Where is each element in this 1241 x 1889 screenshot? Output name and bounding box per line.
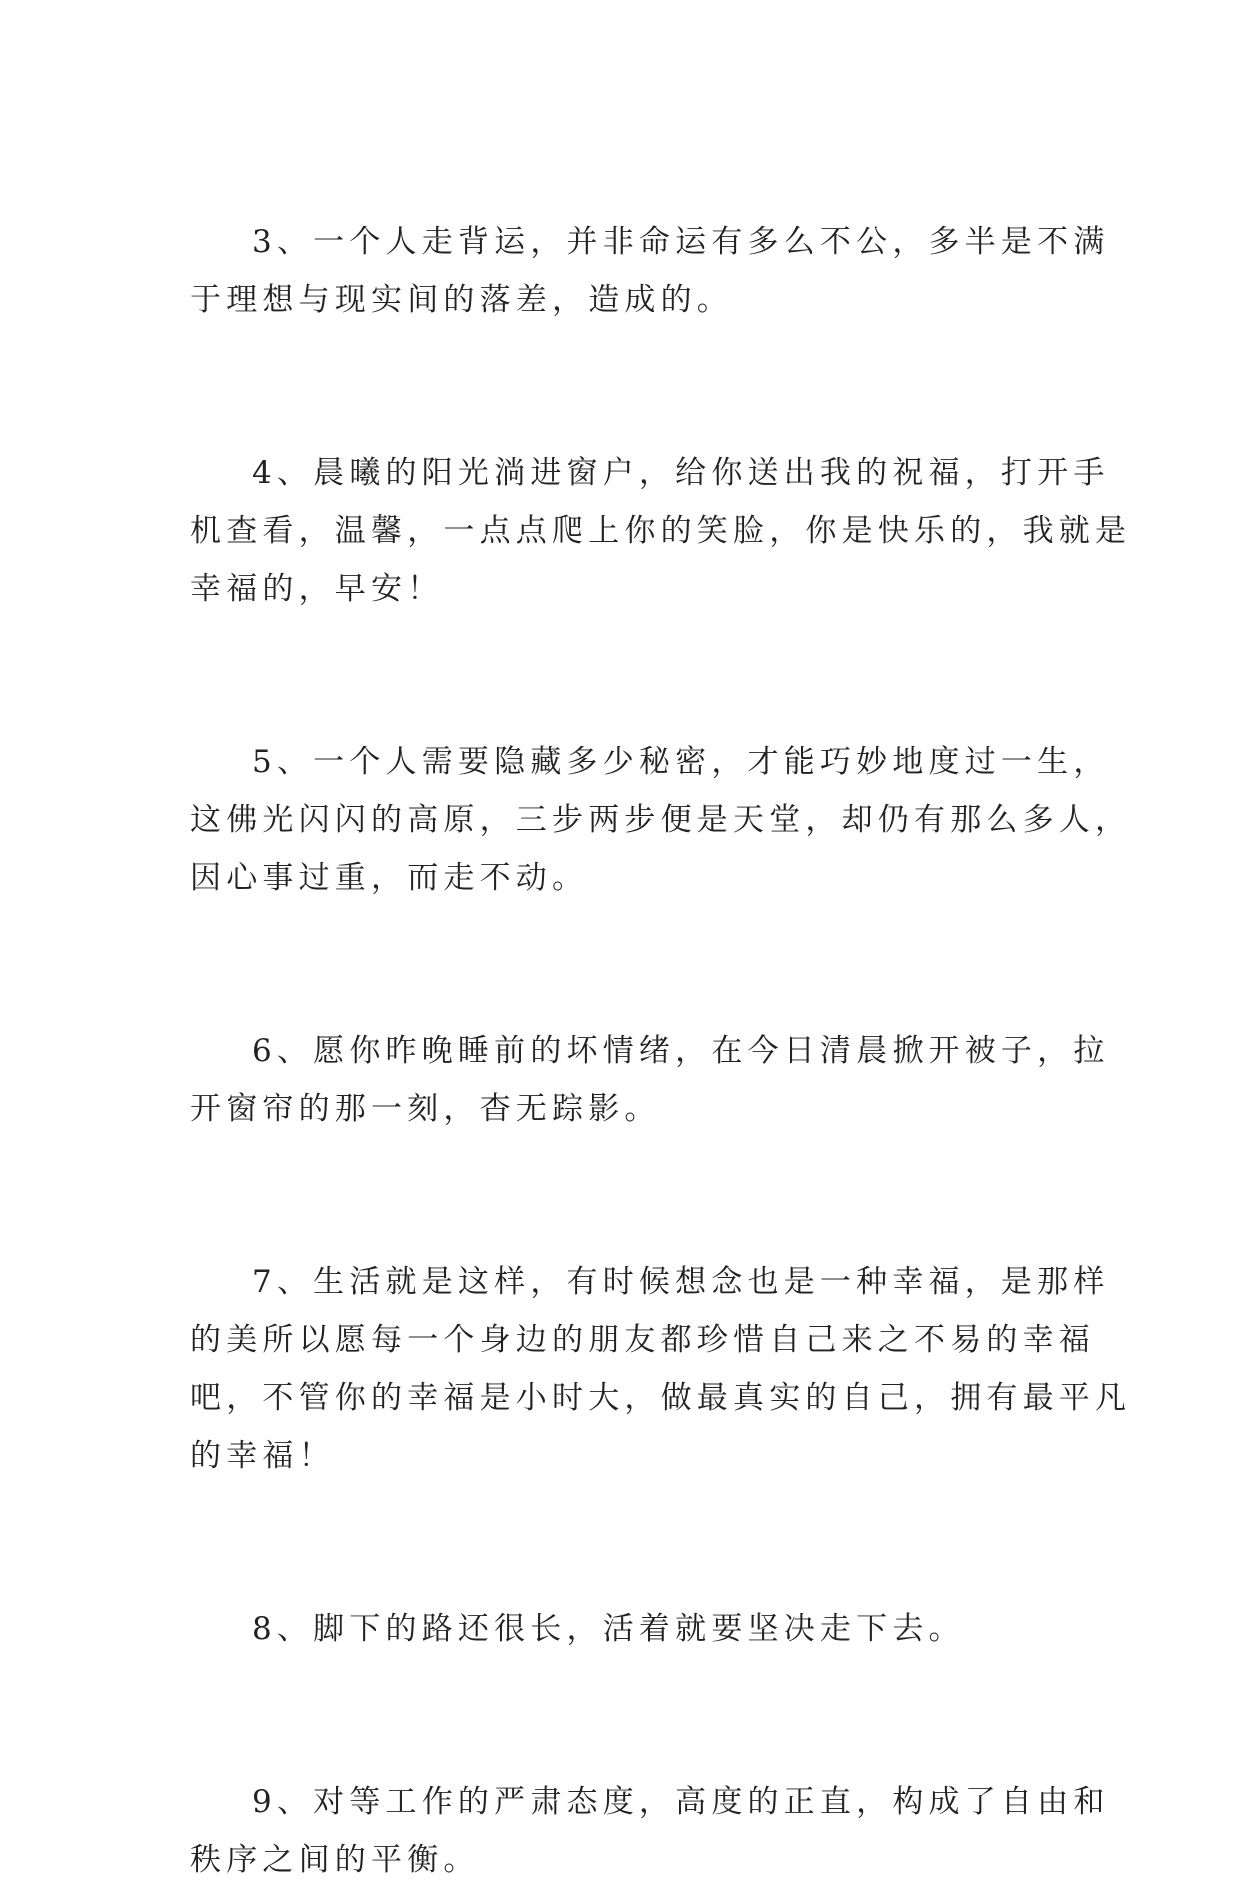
paragraph-6 [190,1022,1110,1138]
paragraph-7 [190,1253,1132,1485]
paragraph-line: 6、愿你昨晚睡前的坏情绪，在今日清晨掀开被子，拉 [252,1033,1110,1069]
document-body [190,213,1132,1889]
paragraph-line: 开窗帘的那一刻，杳无踪影。 [190,1091,661,1127]
paragraph-4 [190,444,1132,618]
paragraph-line: 因心事过重，而走不动。 [190,860,589,896]
paragraph-line: 吧，不管你的幸福是小时大，做最真实的自己，拥有最平凡 [190,1380,1132,1416]
paragraph-8 [190,1600,1070,1658]
paragraph-line: 5、一个人需要隐藏多少秘密，才能巧妙地度过一生， [252,744,1110,780]
paragraph-line: 7、生活就是这样，有时候想念也是一种幸福，是那样 [252,1264,1110,1300]
paragraph-spacer [190,1138,1070,1253]
paragraph-spacer [190,907,1070,1022]
paragraph-line: 机查看，温馨，一点点爬上你的笑脸，你是快乐的，我就是 [190,513,1132,549]
paragraph-3 [190,213,1110,329]
paragraph-line: 秩序之间的平衡。 [190,1842,480,1878]
paragraph-spacer [190,1658,1070,1773]
paragraph-spacer [190,329,1070,444]
paragraph-line: 8、脚下的路还很长，活着就要坚决走下去。 [252,1611,965,1647]
paragraph-line: 4、晨曦的阳光淌进窗户，给你送出我的祝福，打开手 [252,455,1110,491]
paragraph-line: 的美所以愿每一个身边的朋友都珍惜自己来之不易的幸福 [190,1322,1095,1358]
paragraph-9 [190,1773,1110,1889]
paragraph-line: 9、对等工作的严肃态度，高度的正直，构成了自由和 [252,1784,1110,1820]
paragraph-line: 的幸福！ [190,1438,335,1474]
paragraph-line: 于理想与现实间的落差，造成的。 [190,282,733,318]
paragraph-spacer [190,1485,1070,1600]
paragraph-line: 幸福的，早安！ [190,571,444,607]
paragraph-line: 这佛光闪闪的高原，三步两步便是天堂，却仍有那么多人， [190,802,1132,838]
paragraph-line: 3、一个人走背运，并非命运有多么不公，多半是不满 [252,224,1110,260]
paragraph-spacer [190,618,1070,733]
paragraph-5 [190,733,1132,907]
